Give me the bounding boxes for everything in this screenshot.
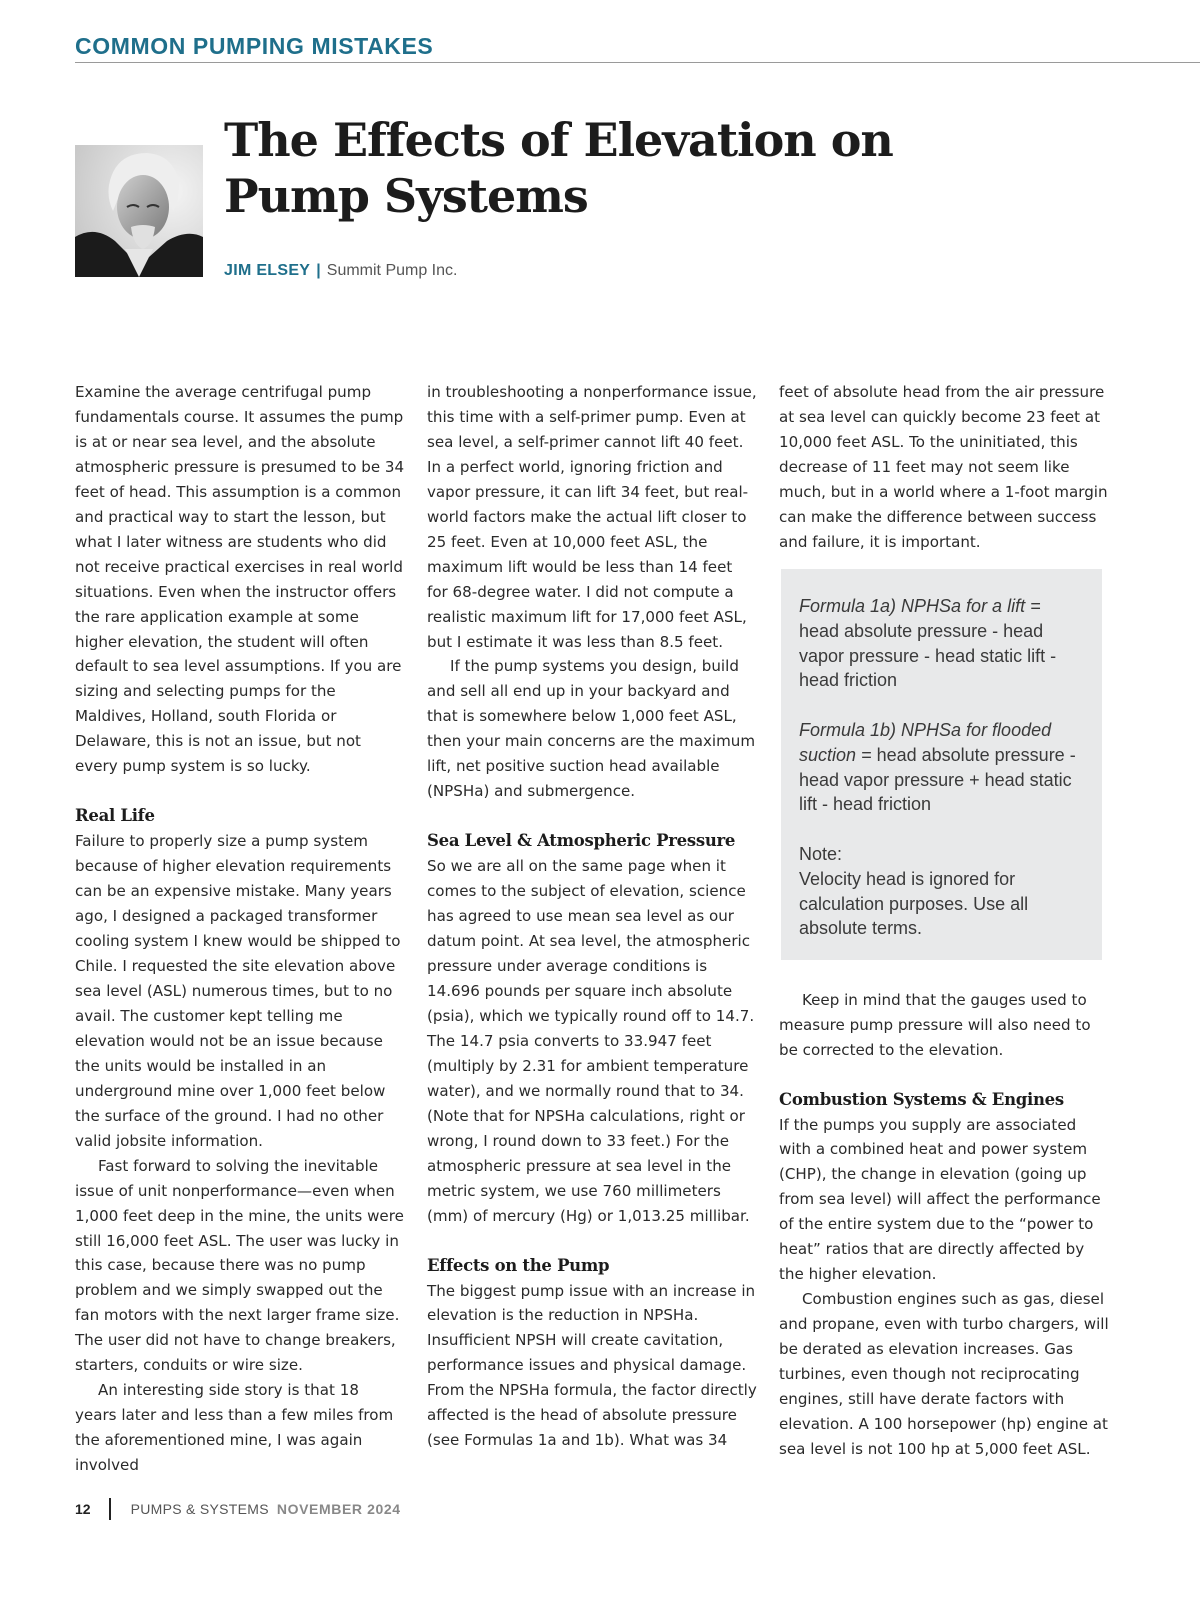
paragraph: An interesting side story is that 18 years later and less than a few miles from the aforementioned mine, I was again involved — [75, 1381, 394, 1475]
paragraph: If the pump systems you design, build and sell all end up in your backyard and that is somewhere below 1,000 feet ASL, then your main concerns are the maximum lift, net positive suction head available (NPSHa) and submergence. — [427, 657, 756, 801]
issue-date: NOVEMBER 2024 — [276, 1501, 401, 1517]
paragraph: Fast forward to solving the inevitable issue of unit nonperformance—even when 1,000 feet deep in the mine, the units were still 16,000 feet ASL. The user was lucky in this case, because there was no pump problem and we simply swapped out the fan motors with the next larger frame size. The user did not have to change breakers, starters, conduits or wire size. — [75, 1156, 404, 1375]
paragraph: Failure to properly size a pump system because of higher elevation requirements can be an expensive mistake. Many years ago, I designed a packaged transformer cooling system I knew would be shipped to Chile. I requested the site elevation above sea level (ASL) numerous times, but to no avail. The customer kept telling me elevation would not be an issue because the units would be installed in an underground mine over 1,000 feet below the surface of the ground. I had no other valid jobsite information. — [75, 832, 401, 1150]
paragraph: The biggest pump issue with an increase in elevation is the reduction in NPSHa. Insufficient NPSH will create cavitation, performance issues and physical damage. From the NPSHa formula, the factor directly affected is the head of absolute pressure (see Formulas 1a and 1b). What was 34 — [427, 1281, 757, 1450]
subheading-sea-level: Sea Level & Atmospheric Pressure — [427, 831, 736, 851]
section-label: COMMON PUMPING MISTAKES — [75, 33, 434, 59]
subheading-effects-on-pump: Effects on the Pump — [427, 1255, 610, 1275]
article-title — [224, 112, 924, 224]
paragraph: If the pumps you supply are associated with a combined heat and power system (CHP), the change in elevation (going up from sea level) will affect the performance of the entire system due to the “power to heat” ratios that are directly affected by the higher elevation. — [779, 1115, 1101, 1284]
magazine-name: PUMPS & SYSTEMS — [130, 1501, 269, 1517]
paragraph: feet of absolute head from the air pressure at sea level can quickly become 23 feet at 10,000 feet ASL. To the uninitiated, this decrease of 11 feet may not seem like much, but in a world where a 1-foot margin can make the difference between success and failure, it is important. — [779, 383, 1108, 551]
note-label: Note: — [799, 843, 843, 864]
formula-1b — [799, 718, 1084, 817]
paragraph: in troubleshooting a nonperformance issue, this time with a self-primer pump. Even at sea level, a self-primer cannot lift 40 feet. In a perfect world, ignoring friction and vapor pressure, it can lift 34 feet, but real-world factors make the actual lift closer to 25 feet. Even at 10,000 feet ASL, the maximum lift would be less than 14 feet for 68-degree water. I did not compute a realistic maximum lift for 17,000 feet ASL, but I estimate it was less than 8.5 feet. — [427, 383, 757, 651]
column-2 — [427, 380, 757, 1453]
byline — [224, 262, 457, 280]
page-number: 12 — [75, 1501, 91, 1517]
subheading-combustion: Combustion Systems & Engines — [779, 1089, 1064, 1109]
author-photo — [75, 145, 203, 277]
note-text: Velocity head is ignored for calculation purposes. Use all absolute terms. — [799, 868, 1029, 939]
author-organization: Summit Pump Inc. — [326, 262, 458, 279]
paragraph: Examine the average centrifugal pump fundamentals course. It assumes the pump is at or near sea level, and the absolute atmospheric pressure is presumed to be 34 feet of head. This assumption is a common and practical way to start the lesson, but what I later witness are students who did not receive practical exercises in real world situations. Even when the instructor offers the rare application example at some higher elevation, the student will often default to sea level assumptions. If you are sizing and selecting pumps for the Maldives, Holland, south Florida or Delaware, this is not an issue, but not every pump system is so lucky. — [75, 383, 405, 776]
footer-divider — [109, 1498, 111, 1520]
author-name: JIM ELSEY — [224, 262, 311, 279]
title-line-1: The Effects of Elevation on — [224, 113, 893, 167]
paragraph: Combustion engines such as gas, diesel and propane, even with turbo chargers, will be derated as elevation increases. Gas turbines, even though not reciprocating engines, still have derate factors with elevation. A 100 horsepower (hp) engine at sea level is not 100 hp at 5,000 feet ASL. — [779, 1290, 1109, 1458]
formula-box — [781, 569, 1102, 960]
column-1 — [75, 380, 405, 1478]
title-line-2: Pump Systems — [224, 169, 588, 223]
formula-note — [799, 842, 1084, 941]
formula-1b-label: Formula 1b) NPHSa for flooded suction = — [799, 719, 1052, 765]
page-footer — [75, 1496, 401, 1522]
header-rule — [75, 62, 1200, 63]
paragraph: Keep in mind that the gauges used to measure pump pressure will also need to be corrected to the elevation. — [779, 990, 1091, 1059]
formula-1b-text: head absolute pressure - head vapor pressure + head static lift - head friction — [799, 744, 1076, 815]
subheading-real-life: Real Life — [75, 806, 155, 826]
byline-separator: | — [316, 262, 321, 279]
formula-1a — [799, 594, 1084, 693]
formula-1a-label: Formula 1a) NPHSa for a lift = — [799, 596, 1041, 616]
formula-1a-text: head absolute pressure - head vapor pressure - head static lift - head friction — [799, 620, 1057, 691]
paragraph: So we are all on the same page when it comes to the subject of elevation, science has agreed to use mean sea level as our datum point. At sea level, the atmospheric pressure under average conditions is 14.696 pounds per square inch absolute (psia), which we typically round off to 14.7. The 14.7 psia converts to 33.947 feet (multiply by 2.31 for ambient temperature water), and we normally round that to 34. (Note that for NPSHa calculations, right or wrong, I round down to 33 feet.) For the atmospheric pressure at sea level in the metric system, we use 760 millimeters (mm) of mercury (Hg) or 1,013.25 millibar. — [427, 857, 755, 1225]
